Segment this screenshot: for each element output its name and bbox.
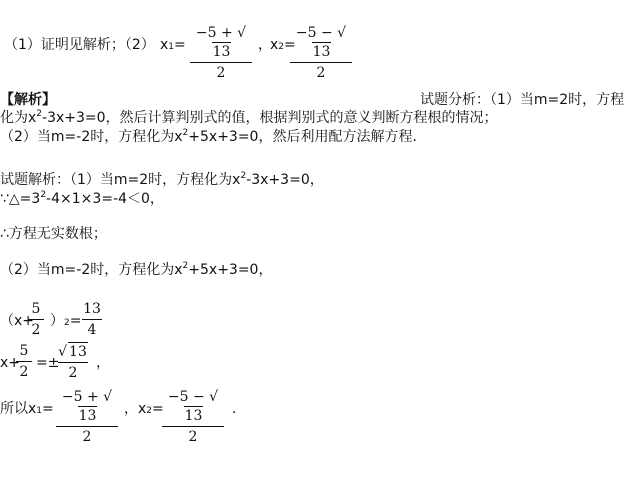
final-prefix: 所以x1=	[0, 401, 54, 417]
sq-close: ）2=	[50, 313, 82, 329]
answer-prefix: （1）证明见解析；（2）	[4, 37, 155, 53]
x-lhs-fraction: 5 2	[16, 342, 32, 381]
x-lhs: x+	[0, 355, 21, 371]
solution-line-1: 试题解析：（1）当m=2时，方程化为$x^2-3x+3=0$，	[0, 171, 324, 188]
x-comma: ，	[96, 355, 110, 371]
analysis-line-3: （2）当m=-2时，方程化为$x^2+5x+3=0$，然后利用配方法解方程．	[0, 128, 427, 145]
analysis-title: 【解析】	[0, 92, 56, 108]
solution-line-3: ∴方程无实数根；	[0, 226, 107, 242]
plus-minus: =±	[36, 355, 60, 371]
sq-rhs-fraction: 13 4	[83, 301, 101, 338]
final-x2-label: ，x2=	[124, 401, 164, 417]
final-end: ．	[232, 401, 246, 417]
sq-open: （x+	[0, 313, 35, 329]
answer-x1-label: x1=	[160, 37, 186, 53]
solution-line-2: $\because\triangle=3^2-4\times 1\times 3=-4<0$，	[0, 190, 164, 207]
analysis-line-2: 化为$x^2-3x+3=0$，然后计算判别式的值，根据判别式的意义判断方程根的情况；	[0, 109, 498, 126]
answer-x1-fraction: −5 + √13 2	[190, 24, 252, 82]
analysis-intro: 试题分析：（1）当m=2时，方程	[420, 92, 625, 108]
final-x2-fraction: −5 − √13 2	[162, 388, 224, 446]
answer-sep: ，	[258, 37, 272, 53]
x-rhs-fraction: √ 13 2	[58, 344, 87, 381]
sq-fraction: 5 2	[28, 300, 44, 339]
final-x1-fraction: −5 + √13 2	[56, 388, 118, 446]
answer-x2-label: x2=	[270, 37, 296, 53]
solution-line-4: （2）当m=-2时，方程化为$x^2+5x+3=0$，	[0, 261, 273, 278]
answer-x2-fraction: −5 − √13 2	[290, 24, 352, 82]
